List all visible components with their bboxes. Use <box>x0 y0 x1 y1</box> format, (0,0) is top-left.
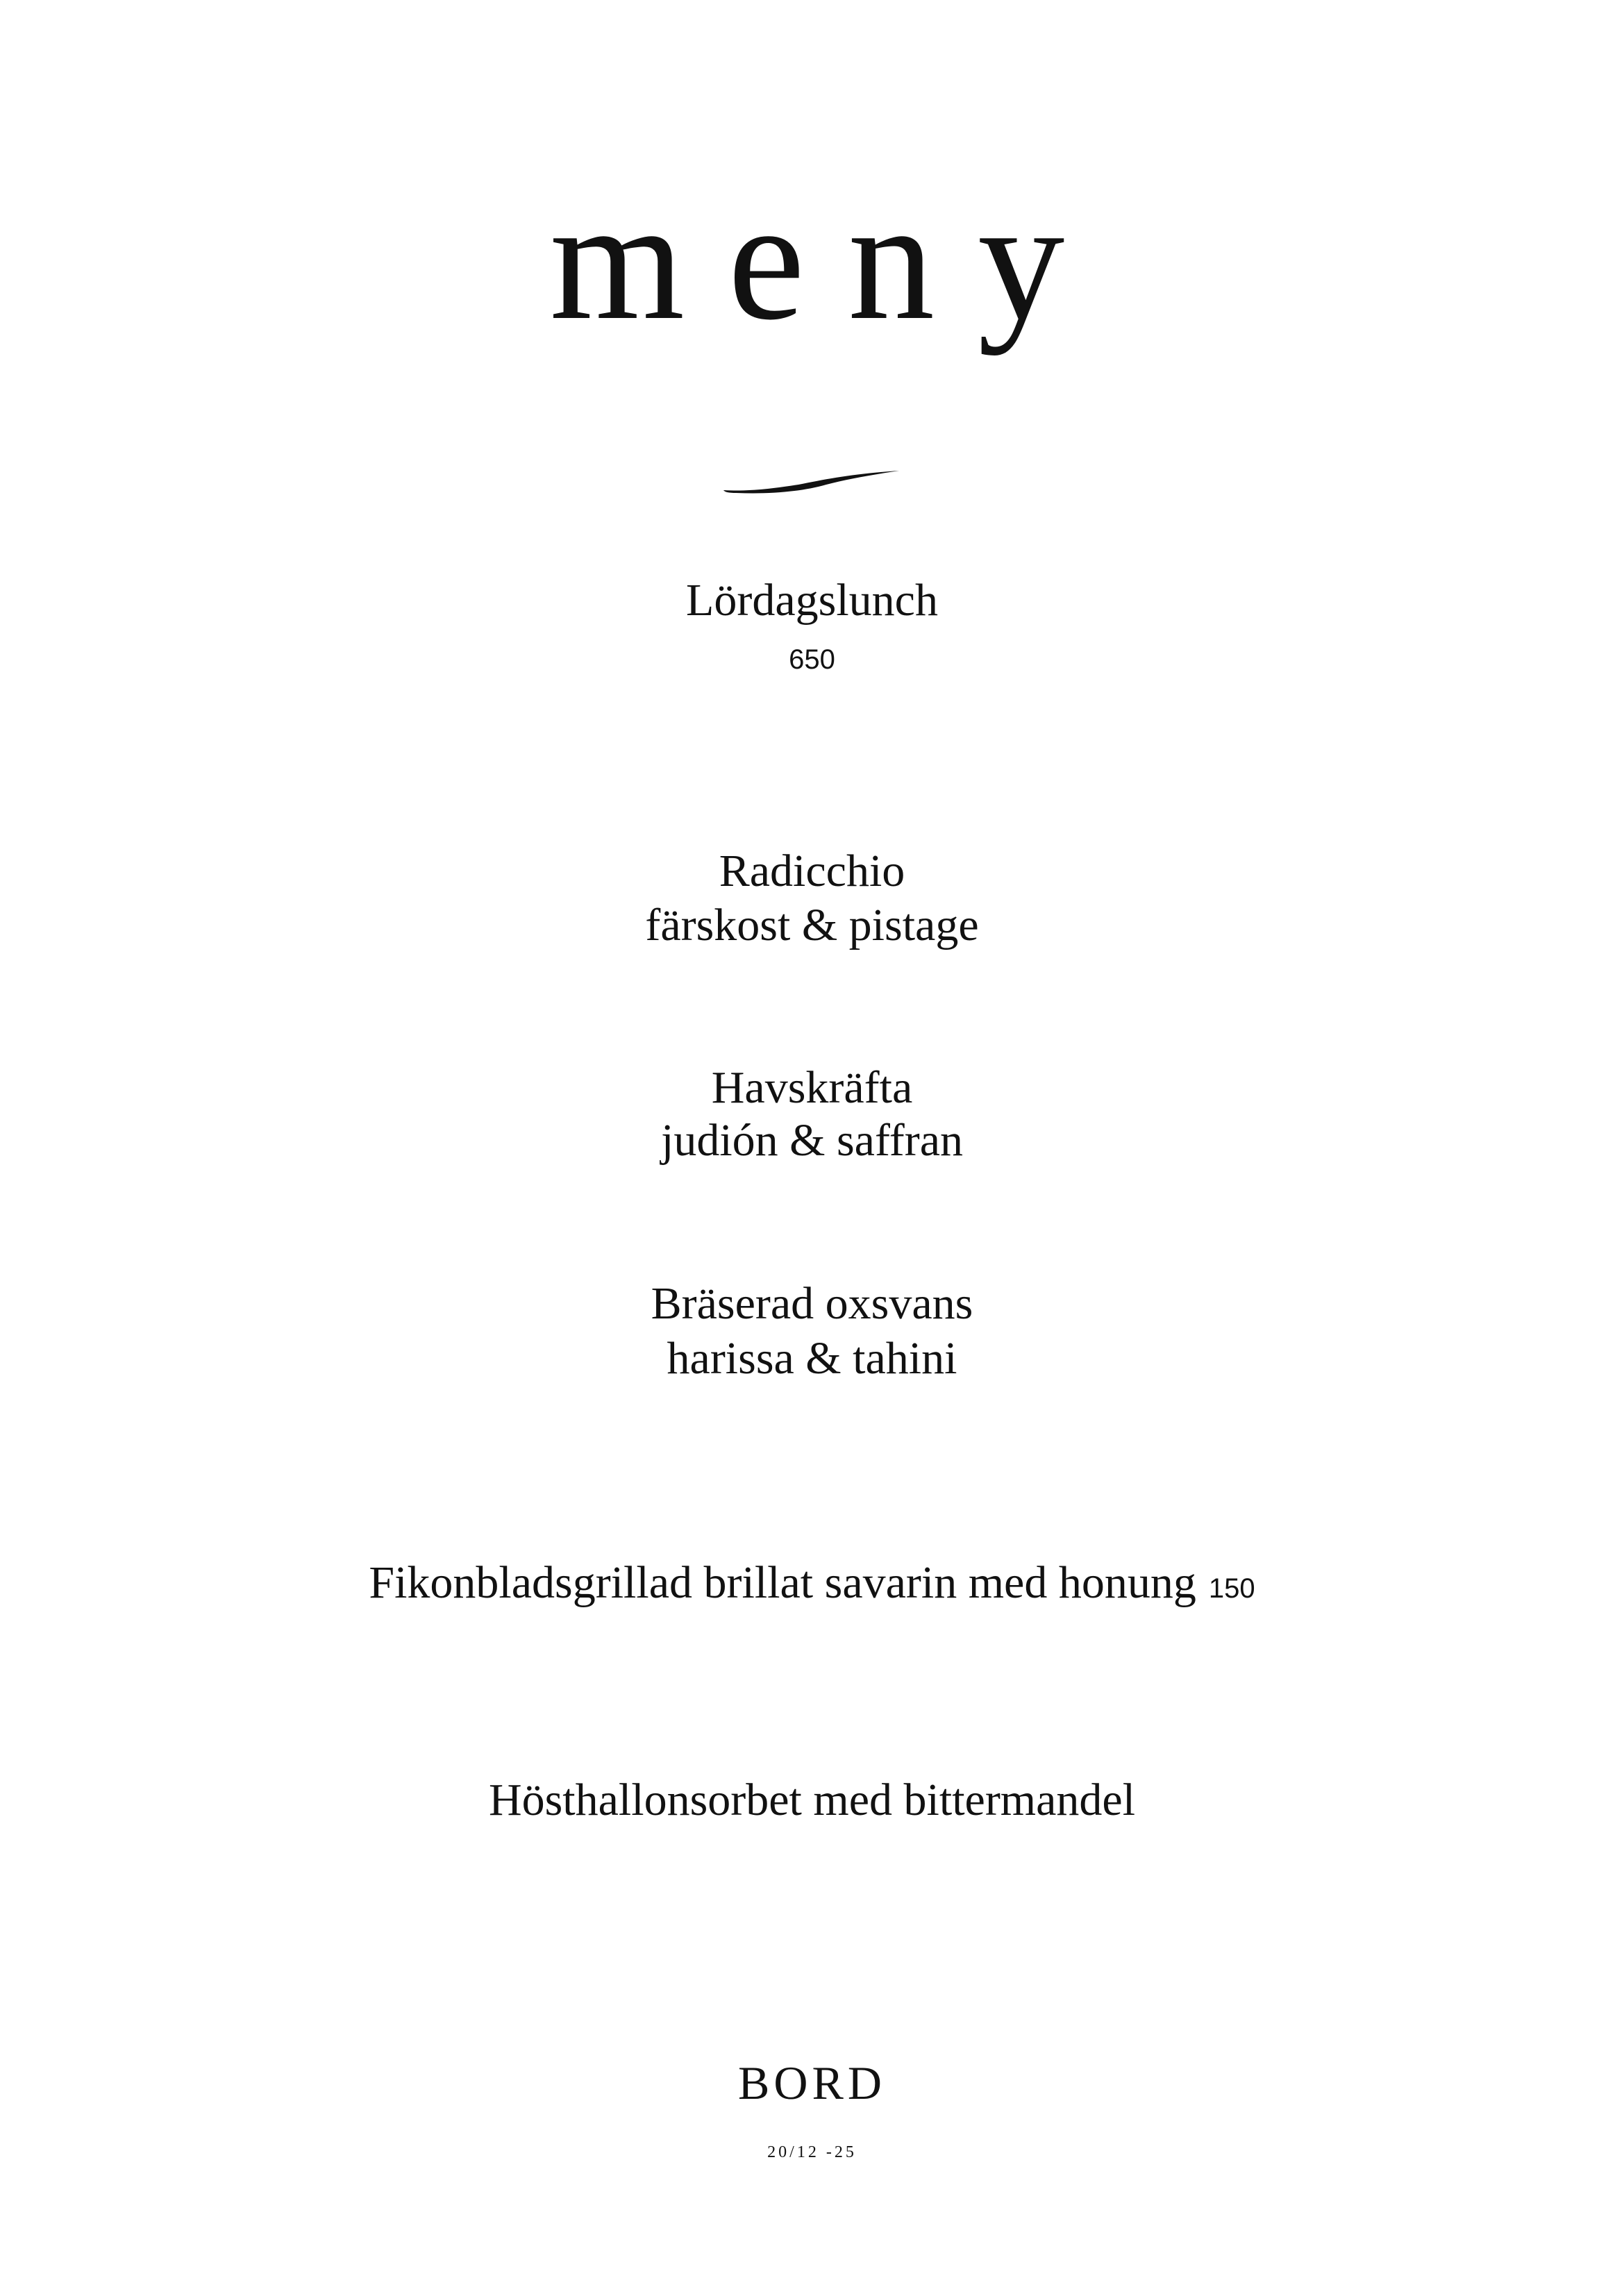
course-description: judión & saffran <box>660 1115 964 1166</box>
menu-title: meny <box>549 164 1108 356</box>
menu-date: 20/12 -25 <box>767 2143 857 2161</box>
course-name: Havskräfta <box>711 1062 913 1113</box>
course-description: färskost & pistage <box>645 900 979 950</box>
extra-item-name: Fikonbladsgrillad brillat savarin med honung <box>369 1557 1196 1608</box>
extra-item <box>0 1555 1624 1616</box>
dessert-name: Hösthallonsorbet med bittermandel <box>488 1775 1136 1825</box>
course-name: Bräserad oxsvans <box>651 1278 973 1329</box>
course-description: harissa & tahini <box>667 1333 957 1384</box>
brush-stroke-icon <box>722 464 903 498</box>
extra-item-price: 150 <box>1208 1573 1255 1604</box>
course-name: Radicchio <box>719 846 905 896</box>
brand-name: BORD <box>738 2056 886 2109</box>
section-title: Lördagslunch <box>686 575 938 626</box>
section-price: 650 <box>789 644 835 675</box>
